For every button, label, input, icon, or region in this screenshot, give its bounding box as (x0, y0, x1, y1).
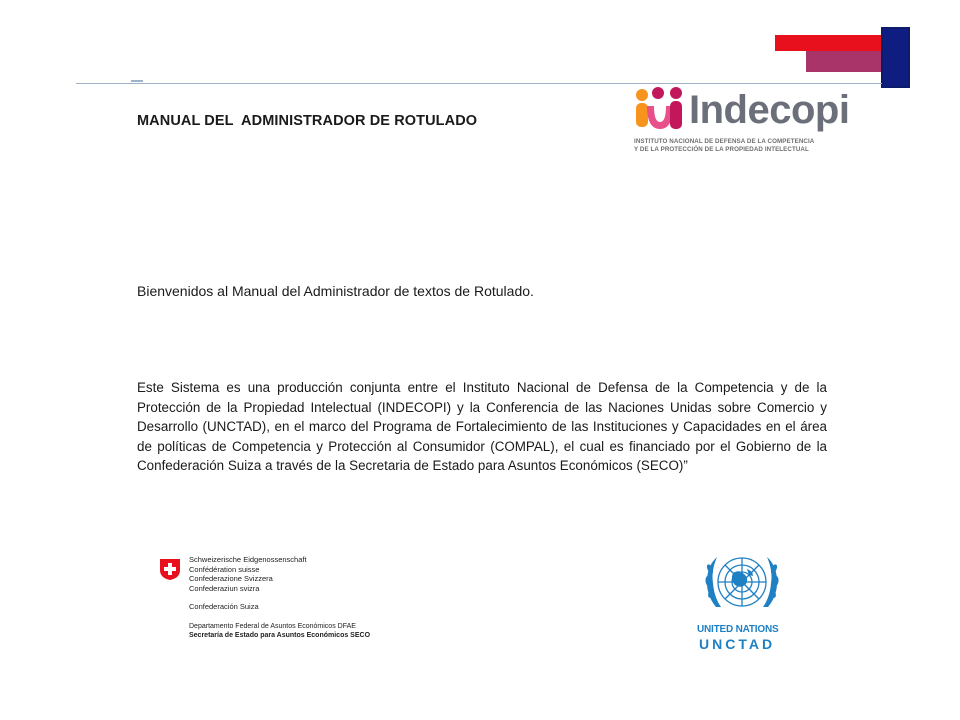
unctad-logo (693, 545, 803, 655)
indecopi-logo (633, 86, 863, 156)
swiss-name-de: Schweizerische Eidgenossenschaft (189, 555, 307, 564)
swiss-flag-icon (158, 557, 182, 581)
swiss-name-fr: Confédération suisse (189, 564, 260, 574)
header-divider-tick (131, 80, 143, 82)
header-accent-red-bar (775, 35, 881, 51)
swiss-name-es: Confederación Suiza (189, 602, 259, 611)
swiss-department (189, 622, 370, 640)
body-paragraph: Este Sistema es una producción conjunta entre el Instituto Nacional de Defensa de la Competencia y de la Protección de la Propiedad Intelectual (INDECOPI) y la Conferencia de las Naciones Unidas sobre Comercio y Desarrollo (UNCTAD), en el marco del Programa de Fortalecimiento de las Instituciones y Capacidades en el área de políticas de Competencia y Protección al Consumidor (COMPAL), el cual es financiado por el Gobierno de la Confederación Suiza a través de la Secretaria de Estado para Asuntos Económicos (SECO)” (137, 380, 827, 474)
swiss-name-it: Confederazione Svizzera (189, 574, 273, 583)
header-accent-magenta-bar (806, 51, 881, 72)
document-title: MANUAL DEL ADMINISTRADOR DE ROTULADO (137, 113, 478, 129)
swiss-names (189, 555, 307, 593)
indecopi-wordmark: Indecopi (689, 88, 850, 132)
swiss-confederation-logo (158, 555, 438, 645)
swiss-name-rm: Confederaziun svizra (189, 583, 260, 593)
indecopi-subtitle-line2: Y DE LA PROTECCIÓN DE LA PROPIEDAD INTELECTUAL (634, 145, 809, 153)
indecopi-subtitle-line1: INSTITUTO NACIONAL DE DEFENSA DE LA COMPETENCIA (634, 138, 815, 145)
header-accent-navy-inner (883, 29, 908, 86)
united-nations-label: UNITED NATIONS (697, 624, 779, 635)
swiss-secretariat-name: Secretaría de Estado para Asuntos Económicos SECO (189, 632, 371, 639)
welcome-text: Bienvenidos al Manual del Administrador de textos de Rotulado. (137, 283, 534, 299)
indecopi-subtitle (634, 138, 814, 153)
header-divider (76, 83, 882, 84)
swiss-department-name: Departamento Federal de Asuntos Económicos DFAE (189, 623, 356, 630)
unctad-label: UNCTAD (699, 636, 776, 652)
indecopi-emblem-icon (633, 86, 687, 132)
un-emblem-icon (697, 545, 787, 623)
